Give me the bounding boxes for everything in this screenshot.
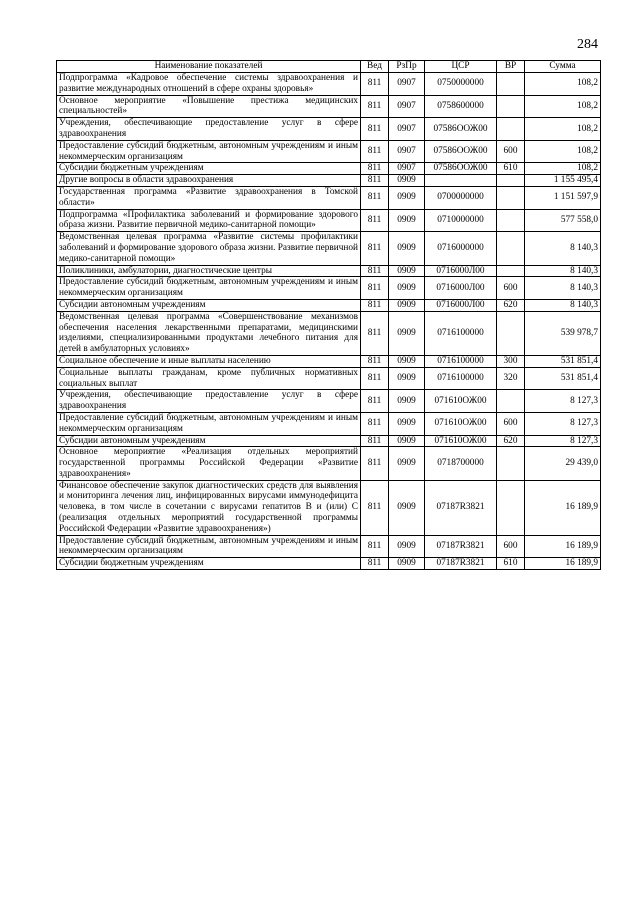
row-csr: 0716100000 (425, 367, 497, 390)
row-vr (497, 118, 525, 141)
row-csr: 0716000Л00 (425, 265, 497, 277)
row-name: Предоставление субсидий бюджетным, автономным учреждениям и иным некоммерческим организациям (57, 535, 361, 558)
row-ved: 811 (361, 265, 389, 277)
row-rzpr: 0907 (389, 140, 425, 163)
page-number: 284 (577, 37, 598, 52)
row-rzpr: 0909 (389, 447, 425, 480)
header-sum: Сумма (525, 61, 601, 73)
row-rzpr: 0909 (389, 435, 425, 447)
row-vr: 610 (497, 558, 525, 570)
table-row (57, 95, 601, 118)
row-vr: 300 (497, 355, 525, 367)
row-csr: 0758600000 (425, 95, 497, 118)
row-vr (497, 447, 525, 480)
row-name: Государственная программа «Развитие здравоохранения в Томской области» (57, 186, 361, 209)
row-csr: 0716000Л00 (425, 277, 497, 300)
row-vr: 600 (497, 412, 525, 435)
row-vr (497, 73, 525, 96)
row-rzpr: 0909 (389, 311, 425, 355)
row-ved: 811 (361, 232, 389, 265)
row-sum: 8 127,3 (525, 390, 601, 413)
row-csr: 0716100000 (425, 311, 497, 355)
table-row (57, 175, 601, 187)
row-sum: 8 140,3 (525, 232, 601, 265)
row-vr: 600 (497, 535, 525, 558)
table-row (57, 163, 601, 175)
row-name: Учреждения, обеспечивающие предоставление услуг в сфере здравоохранения (57, 118, 361, 141)
row-ved: 811 (361, 480, 389, 535)
header-name: Наименование показателей (57, 61, 361, 73)
row-ved: 811 (361, 558, 389, 570)
row-name: Предоставление субсидий бюджетным, автономным учреждениям и иным некоммерческим организациям (57, 277, 361, 300)
row-csr: 07187R3821 (425, 480, 497, 535)
table-row (57, 390, 601, 413)
table-row (57, 558, 601, 570)
row-ved: 811 (361, 412, 389, 435)
row-sum: 108,2 (525, 73, 601, 96)
row-sum: 108,2 (525, 118, 601, 141)
row-vr (497, 186, 525, 209)
row-rzpr: 0909 (389, 480, 425, 535)
table-row (57, 265, 601, 277)
row-name: Предоставление субсидий бюджетным, автономным учреждениям и иным некоммерческим организациям (57, 140, 361, 163)
row-rzpr: 0909 (389, 355, 425, 367)
budget-table (56, 60, 601, 570)
row-csr: 0710000000 (425, 209, 497, 232)
row-vr (497, 175, 525, 187)
row-csr: 071610ОЖ00 (425, 412, 497, 435)
row-vr (497, 95, 525, 118)
row-ved: 811 (361, 311, 389, 355)
row-vr: 600 (497, 140, 525, 163)
row-name: Субсидии автономным учреждениям (57, 435, 361, 447)
row-ved: 811 (361, 163, 389, 175)
row-csr: 0718700000 (425, 447, 497, 480)
row-csr: 071610ОЖ00 (425, 435, 497, 447)
header-ved: Вед (361, 61, 389, 73)
row-ved: 811 (361, 175, 389, 187)
row-ved: 811 (361, 118, 389, 141)
table-row (57, 209, 601, 232)
table-row (57, 447, 601, 480)
row-vr (497, 232, 525, 265)
row-sum: 16 189,9 (525, 558, 601, 570)
row-ved: 811 (361, 73, 389, 96)
row-ved: 811 (361, 186, 389, 209)
row-name: Основное мероприятие «Повышение престижа медицинских специальностей» (57, 95, 361, 118)
row-ved: 811 (361, 299, 389, 311)
row-csr: 0716100000 (425, 355, 497, 367)
row-sum: 8 140,3 (525, 265, 601, 277)
row-name: Поликлиники, амбулатории, диагностические центры (57, 265, 361, 277)
row-rzpr: 0909 (389, 232, 425, 265)
row-name: Подпрограмма «Кадровое обеспечение системы здравоохранения и развитие международных отношений в сфере охраны здоровья» (57, 73, 361, 96)
row-vr: 620 (497, 299, 525, 311)
table-row (57, 118, 601, 141)
row-ved: 811 (361, 209, 389, 232)
table-row (57, 311, 601, 355)
row-sum: 531 851,4 (525, 367, 601, 390)
table-row (57, 435, 601, 447)
row-sum: 8 140,3 (525, 277, 601, 300)
row-sum: 108,2 (525, 95, 601, 118)
row-sum: 1 155 495,4 (525, 175, 601, 187)
row-vr: 320 (497, 367, 525, 390)
table-header (57, 61, 601, 73)
table-row (57, 186, 601, 209)
row-vr (497, 209, 525, 232)
row-csr: 0716000Л00 (425, 299, 497, 311)
row-rzpr: 0909 (389, 367, 425, 390)
row-name: Основное мероприятие «Реализация отдельных мероприятий государственной программы Российской Федерации «Развитие здравоохранения» (57, 447, 361, 480)
row-csr: 0700000000 (425, 186, 497, 209)
table-row (57, 140, 601, 163)
row-csr: 0716000000 (425, 232, 497, 265)
row-sum: 8 127,3 (525, 435, 601, 447)
row-rzpr: 0909 (389, 299, 425, 311)
header-vr: ВР (497, 61, 525, 73)
row-rzpr: 0909 (389, 186, 425, 209)
row-name: Другие вопросы в области здравоохранения (57, 175, 361, 187)
table-row (57, 232, 601, 265)
row-rzpr: 0909 (389, 265, 425, 277)
row-ved: 811 (361, 140, 389, 163)
row-sum: 16 189,9 (525, 480, 601, 535)
row-csr: 07586ООЖ00 (425, 118, 497, 141)
row-name: Подпрограмма «Профилактика заболеваний и формирование здорового образа жизни. Развитие первичной медико-санитарной помощи» (57, 209, 361, 232)
row-name: Социальные выплаты гражданам, кроме публичных нормативных социальных выплат (57, 367, 361, 390)
row-sum: 29 439,0 (525, 447, 601, 480)
row-rzpr: 0909 (389, 209, 425, 232)
table-row (57, 355, 601, 367)
row-vr (497, 390, 525, 413)
row-rzpr: 0907 (389, 163, 425, 175)
table-body (57, 73, 601, 570)
row-vr: 600 (497, 277, 525, 300)
row-csr (425, 175, 497, 187)
row-csr: 0750000000 (425, 73, 497, 96)
row-rzpr: 0909 (389, 277, 425, 300)
table-row (57, 367, 601, 390)
row-name: Ведомственная целевая программа «Совершенствование механизмов обеспечения населения лекарственными препаратами, медицинскими изделиями, специализированными продуктами лечебного питания для детей в амбулаторных условиях» (57, 311, 361, 355)
row-sum: 8 140,3 (525, 299, 601, 311)
row-ved: 811 (361, 390, 389, 413)
row-name: Ведомственная целевая программа «Развитие системы профилактики заболеваний и формирование здорового образа жизни. Развитие первичной медико-санитарной помощи» (57, 232, 361, 265)
row-ved: 811 (361, 535, 389, 558)
table-row (57, 480, 601, 535)
row-rzpr: 0909 (389, 175, 425, 187)
table-row (57, 299, 601, 311)
row-vr: 620 (497, 435, 525, 447)
row-sum: 108,2 (525, 140, 601, 163)
row-csr: 07586ООЖ00 (425, 163, 497, 175)
row-rzpr: 0907 (389, 95, 425, 118)
row-name: Финансовое обеспечение закупок диагностических средств для выявления и мониторинга лечения лиц, инфицированных вирусами иммунодефицита человека, в том числе в сочетании с вирусами гепатитов В и (или) С (реализация отдельных мероприятий государственной программы Российской Федерации «Развитие здравоохранения») (57, 480, 361, 535)
row-ved: 811 (361, 447, 389, 480)
header-row (57, 61, 601, 73)
row-vr (497, 480, 525, 535)
header-rzpr: РзПр (389, 61, 425, 73)
row-rzpr: 0907 (389, 73, 425, 96)
row-sum: 577 558,0 (525, 209, 601, 232)
row-ved: 811 (361, 367, 389, 390)
table-row (57, 412, 601, 435)
row-csr: 071610ОЖ00 (425, 390, 497, 413)
row-name: Субсидии бюджетным учреждениям (57, 163, 361, 175)
row-name: Субсидии автономным учреждениям (57, 299, 361, 311)
row-ved: 811 (361, 277, 389, 300)
row-rzpr: 0909 (389, 558, 425, 570)
row-vr (497, 311, 525, 355)
row-name: Субсидии бюджетным учреждениям (57, 558, 361, 570)
row-ved: 811 (361, 435, 389, 447)
row-sum: 8 127,3 (525, 412, 601, 435)
table-row (57, 277, 601, 300)
row-csr: 07187R3821 (425, 535, 497, 558)
row-rzpr: 0907 (389, 118, 425, 141)
row-name: Предоставление субсидий бюджетным, автономным учреждениям и иным некоммерческим организациям (57, 412, 361, 435)
row-vr: 610 (497, 163, 525, 175)
table-row (57, 73, 601, 96)
row-sum: 1 151 597,9 (525, 186, 601, 209)
header-csr: ЦСР (425, 61, 497, 73)
row-ved: 811 (361, 355, 389, 367)
row-sum: 108,2 (525, 163, 601, 175)
row-sum: 16 189,9 (525, 535, 601, 558)
row-rzpr: 0909 (389, 535, 425, 558)
row-name: Учреждения, обеспечивающие предоставление услуг в сфере здравоохранения (57, 390, 361, 413)
row-name: Социальное обеспечение и иные выплаты населению (57, 355, 361, 367)
row-sum: 539 978,7 (525, 311, 601, 355)
row-csr: 07187R3821 (425, 558, 497, 570)
row-rzpr: 0909 (389, 390, 425, 413)
row-vr (497, 265, 525, 277)
row-csr: 07586ООЖ00 (425, 140, 497, 163)
table-row (57, 535, 601, 558)
row-sum: 531 851,4 (525, 355, 601, 367)
row-ved: 811 (361, 95, 389, 118)
row-rzpr: 0909 (389, 412, 425, 435)
